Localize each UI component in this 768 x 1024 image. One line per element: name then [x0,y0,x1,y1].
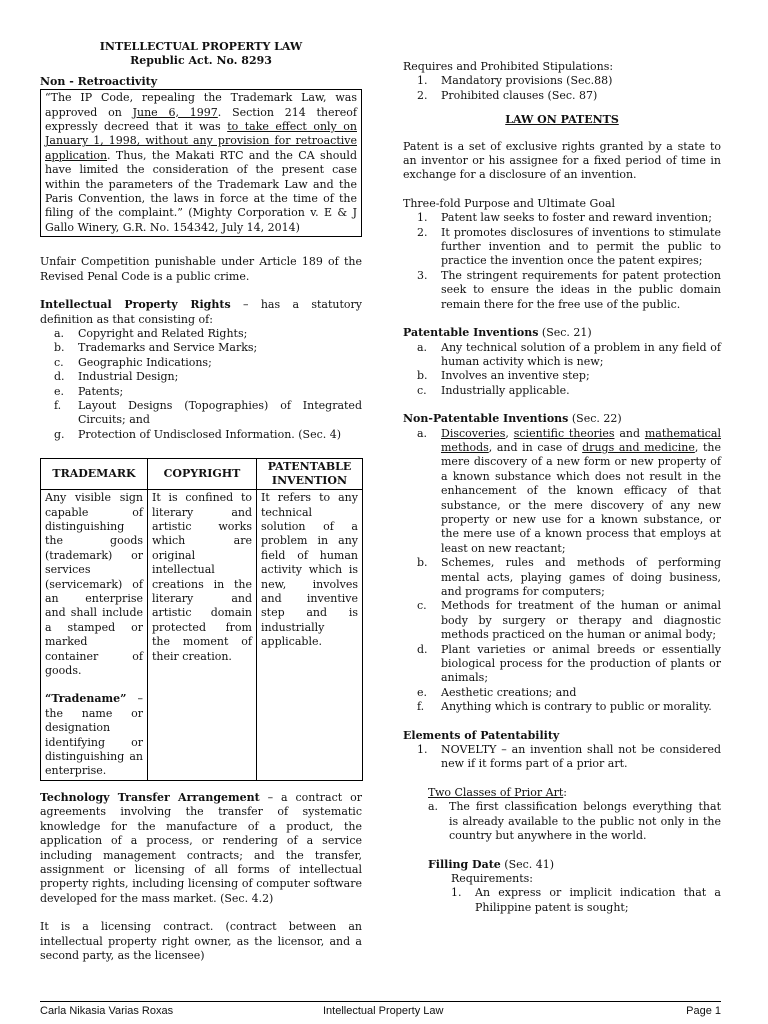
footer-author: Carla Nikasia Varias Roxas [40,1005,174,1017]
list-item: d. Industrial Design; [54,370,179,384]
copyright-cell: It is confined to literary and artistic works which are original intellectual creations in the literary and artistic domain protected from the moment of their creation. [148,490,257,781]
right-column [403,60,721,915]
list-item: a. Any technical solution of a problem in any field of human activity which is new; [417,340,721,368]
table-header-trademark: TRADEMARK [41,459,148,490]
stipulations-list [403,74,721,103]
filing-date-heading: Filling Date (Sec. 41) [428,857,555,871]
list-item: b. Involves an inventive step; [417,369,590,383]
list-item: 2. It promotes disclosures of inventions to stimulate further invention and to permit the public to practice the invention once the patent expires; [417,225,721,268]
trademark-cell: Any visible sign capable of distinguishing the goods (trademark) or services (servicemark) of an enterprise and shall include a stamped or marked container of goods. “Tradename” – the name or designation identifying or distinguishing an enterprise. [41,490,148,781]
tta-paragraph: Technology Transfer Arrangement – a contract or agreements involving the transfer of systematic knowledge for the manufacture of a product, the application of a process, or rendering of a service including management contracts; and the transfer, assignment or licensing of all forms of intellectual property rights, including licensing of computer software developed for the mass market. (Sec. 4.2) [40,790,362,905]
footer-course: Intellectual Property Law [323,1005,444,1017]
comparison-table [40,458,363,781]
ipr-list [40,327,362,442]
list-item: e. Patents; [54,384,124,398]
law-on-patents-heading: LAW ON PATENTS [505,113,619,127]
list-item: c. Methods for treatment of the human or animal body by surgery or therapy and diagnostic methods practiced on the human or animal body; [417,599,721,642]
patent-definition: Patent is a set of exclusive rights granted by a state to an inventor or his assignee for a fixed period of time in exchange for a disclosure of an invention. [403,139,721,182]
ipr-definition: Intellectual Property Rights – has a statutory definition as that consisting of: [40,298,362,326]
list-item: g. Protection of Undisclosed Information. (Sec. 4) [54,427,342,441]
stipulations-heading: Requires and Prohibited Stipulations: [403,60,614,73]
list-item: 1. NOVELTY – an invention shall not be considered new if it forms part of a prior art. [417,743,721,771]
unfair-competition-paragraph: Unfair Competition punishable under Article 189 of the Revised Penal Code is a public crime. [40,255,362,283]
list-item: 2. Prohibited clauses (Sec. 87) [417,88,598,102]
nonpatentable-list [403,427,721,715]
patentable-list [403,341,721,399]
elements-list [403,743,721,772]
list-item: d. Plant varieties or animal breeds or essentially biological process for the production of plants or animals; [417,642,721,685]
requirements-label: Requirements: [451,871,534,885]
table-header-copyright: COPYRIGHT [148,459,257,490]
list-item: 1. Patent law seeks to foster and reward invention; [417,211,712,225]
patentable-heading: Patentable Inventions (Sec. 21) [403,326,592,340]
list-item: f. Layout Designs (Topographies) of Integrated Circuits; and [54,398,362,427]
page-subtitle: Republic Act. No. 8293 [130,54,272,68]
table-header-patentable-invention: PATENTABLE INVENTION [257,459,363,490]
threefold-heading: Three-fold Purpose and Ultimate Goal [403,196,616,210]
threefold-list [403,211,721,312]
filing-list [403,886,721,915]
licensing-paragraph: It is a licensing contract. (contract between an intellectual property right owner, as the licensor, and a second party, as the licensee) [40,920,362,962]
list-item: c. Geographic Indications; [54,355,212,369]
list-item: 3. The stringent requirements for patent protection seek to ensure the ideas in the public domain remain there for the free use of the public. [417,268,721,311]
list-item: b. Schemes, rules and methods of performing mental acts, playing games of doing business, and programs for computers; [417,556,721,598]
list-item: f. Anything which is contrary to public or morality. [417,700,712,714]
list-item: e. Aesthetic creations; and [417,685,577,699]
non-retroactivity-quote-box: “The IP Code, repealing the Trademark Law, was approved on June 6, 1997. Section 214 thereof expressly decreed that it was to take effect only on January 1, 1998, without any provision for retroactive application. Thus, the Makati RTC and the CA should have limited the consideration of the present case within the parameters of the Trademark Law and the Paris Convention, the laws in force at the time of the filing of the complaint.” (Mighty Corporation v. E & J Gallo Winery, G.R. No. 154342, July 14, 2014) [40,89,362,237]
list-item: a. Discoveries, scientific theories and mathematical methods, and in case of drugs and medicine, the mere discovery of a new form or new property of a known substance which does not result in the enhancement of the known efficacy of that substance, or the mere discovery of any new property or new use for a known substance, or the mere use of a known process that employs at least on new reactant; [417,426,721,555]
non-retroactivity-heading: Non - Retroactivity [40,74,158,88]
prior-art-list [403,800,721,843]
patentable-invention-cell: It refers to any technical solution of a problem in any field of human activity which is new, involves and inventive step and is industrially applicable. [257,490,363,781]
elements-heading: Elements of Patentability [403,728,560,742]
list-item: b. Trademarks and Service Marks; [54,341,258,355]
list-item: c. Industrially applicable. [417,383,570,397]
list-item: 1. An express or implicit indication that a Philippine patent is sought; [451,886,721,914]
list-item: 1. Mandatory provisions (Sec.88) [417,74,613,88]
page-title: INTELLECTUAL PROPERTY LAW [99,40,303,53]
nonpatentable-heading: Non-Patentable Inventions (Sec. 22) [403,412,622,426]
footer-page-number: Page 1 [686,1005,721,1017]
list-item: a. Copyright and Related Rights; [54,326,248,340]
left-column [40,40,362,963]
page-footer [40,1001,721,1017]
prior-art-heading: Two Classes of Prior Art: [428,785,568,799]
list-item: a. The first classification belongs everything that is already available to the public not only in the country but anywhere in the world. [428,800,721,843]
